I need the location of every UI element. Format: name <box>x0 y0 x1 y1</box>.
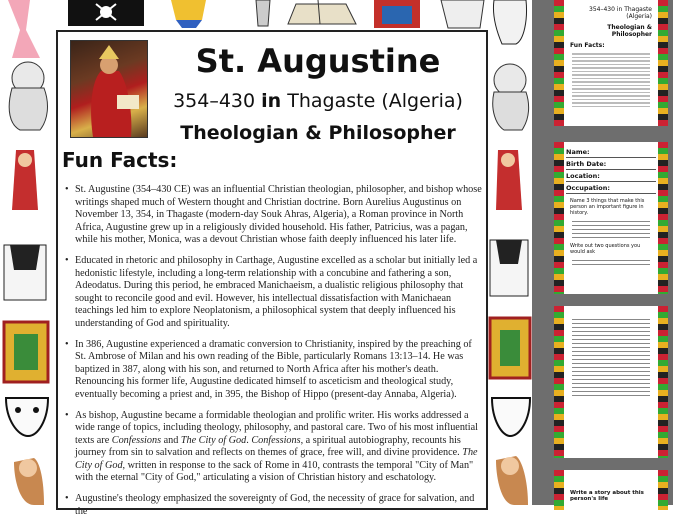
augustine-portrait <box>70 40 148 138</box>
theatre-masks-clipart <box>6 398 48 436</box>
fun-fact-item <box>62 255 482 331</box>
fun-fact-item <box>62 493 482 518</box>
statue-clipart <box>256 0 270 26</box>
figure-clipart <box>171 0 206 20</box>
fact-text: In 386, Augustine experienced a dramatic conversion to Christianity, inspired by the preaching of St. Ambrose of Milan and his own reading of the Bible, particularly Romans 13:13–14. He was baptized in 387, along with his son, and returned to North Africa after his mother's death. Renouncing his former life, Augustine dedicated himself to asceticism and theological study, eventually becoming a priest and, in 395, the Bishop of Hippo (present-day Annaba, Algeria). <box>75 338 472 400</box>
fact-text: Educated in rhetoric and philosophy in Carthage, Augustine excelled as a scholar but initially led a hedonistic lifestyle, including a long-term relationship with a concubine and fathering a son, Adeodatus. During this period, he embraced Manichaeism, a dualistic religious philosophy that sought to reconcile good and evil. However, his intellectual dissatisfaction with Manichaean teachings led him to explore Neoplatonism, a philosophical system that deeply influenced his understanding of God and spirituality. <box>75 254 478 329</box>
einstein-clipart <box>493 0 526 44</box>
fun-fact-item <box>62 184 482 247</box>
fact-text: As bishop, Augustine became a formidable theologian and prolific writer. His works addressed a wide range of topics, including theology, philosophy, and pastoral care. Two of his most influential texts are <box>75 409 478 446</box>
dress-clipart <box>8 0 40 58</box>
fact-text: St. Augustine (354–430 CE) was an influential Christian theologian, philosopher, and bishop whose writings shaped much of Western thought and Christian doctrine. Born Aurelius Augustinus on November 13, 354, in Thagaste (modern-day Souk Ahras, Algeria), a Roman province in North Africa, Augustine grew up in a religiously divided household. His father, Patricius, was a pagan, while his mother, Monica, was a devout Christian whose faith deeply influenced his later life. <box>75 184 482 246</box>
worksheet-page <box>56 30 488 517</box>
role-subtitle: Theologian & Philosopher <box>180 122 456 144</box>
portrait-clipart <box>441 0 484 28</box>
newton-clipart-right <box>494 64 526 96</box>
clipart-strip-left <box>0 0 56 505</box>
page-title: St. Augustine <box>195 42 441 80</box>
fun-fact-item <box>62 339 482 402</box>
thumbnail-story-page[interactable]: Write a story about this person's life <box>554 470 668 510</box>
top-clipart-border <box>56 0 488 30</box>
thumbnail-worksheet[interactable]: Name: Birth Date: Location: Occupation: Name 3 things that make this person an important figure in history. Write out two questions you would ask <box>554 142 668 294</box>
theatre-masks-clipart-right <box>492 398 530 436</box>
book-title: The City of God <box>75 447 478 471</box>
preview-thumbnails-panel <box>532 0 673 505</box>
fact-text: Augustine's theology emphasized the sovereignty of God, the necessity of grace for salvation, and the <box>75 493 475 517</box>
thumbnail-lined-page[interactable] <box>554 306 668 458</box>
clipart-strip-right <box>488 0 532 505</box>
fun-fact-item <box>62 410 482 486</box>
thumbnail-fun-facts[interactable]: 354–430 in Thagaste (Algeria) Theologian & Philosopher Fun Facts: <box>554 0 668 126</box>
fact-text: , a spiritual autobiography, recounts his journey from sin to salvation and reflects on themes of grace, free will, and divine providence. <box>75 434 463 459</box>
fun-facts-list <box>62 184 482 526</box>
left-clipart-border <box>0 0 56 505</box>
ship-clipart <box>288 4 356 24</box>
fact-text: , written in response to the sack of Rome in 410, contrasts the temporal "City of Man" with the eternal "City of God," articulating a vision of Christian history and eschatology. <box>75 459 474 484</box>
clipart-strip-top <box>56 0 488 30</box>
fact-text: and <box>161 434 181 446</box>
book-title: The City of God <box>180 434 247 446</box>
life-dates: 354–430 in Thagaste (Algeria) <box>173 90 463 112</box>
fun-facts-heading: Fun Facts: <box>62 148 178 172</box>
book-title: Confessions <box>111 434 162 446</box>
book-title: Confessions <box>251 434 301 446</box>
fact-text: . <box>246 434 252 446</box>
right-clipart-border <box>488 0 532 505</box>
